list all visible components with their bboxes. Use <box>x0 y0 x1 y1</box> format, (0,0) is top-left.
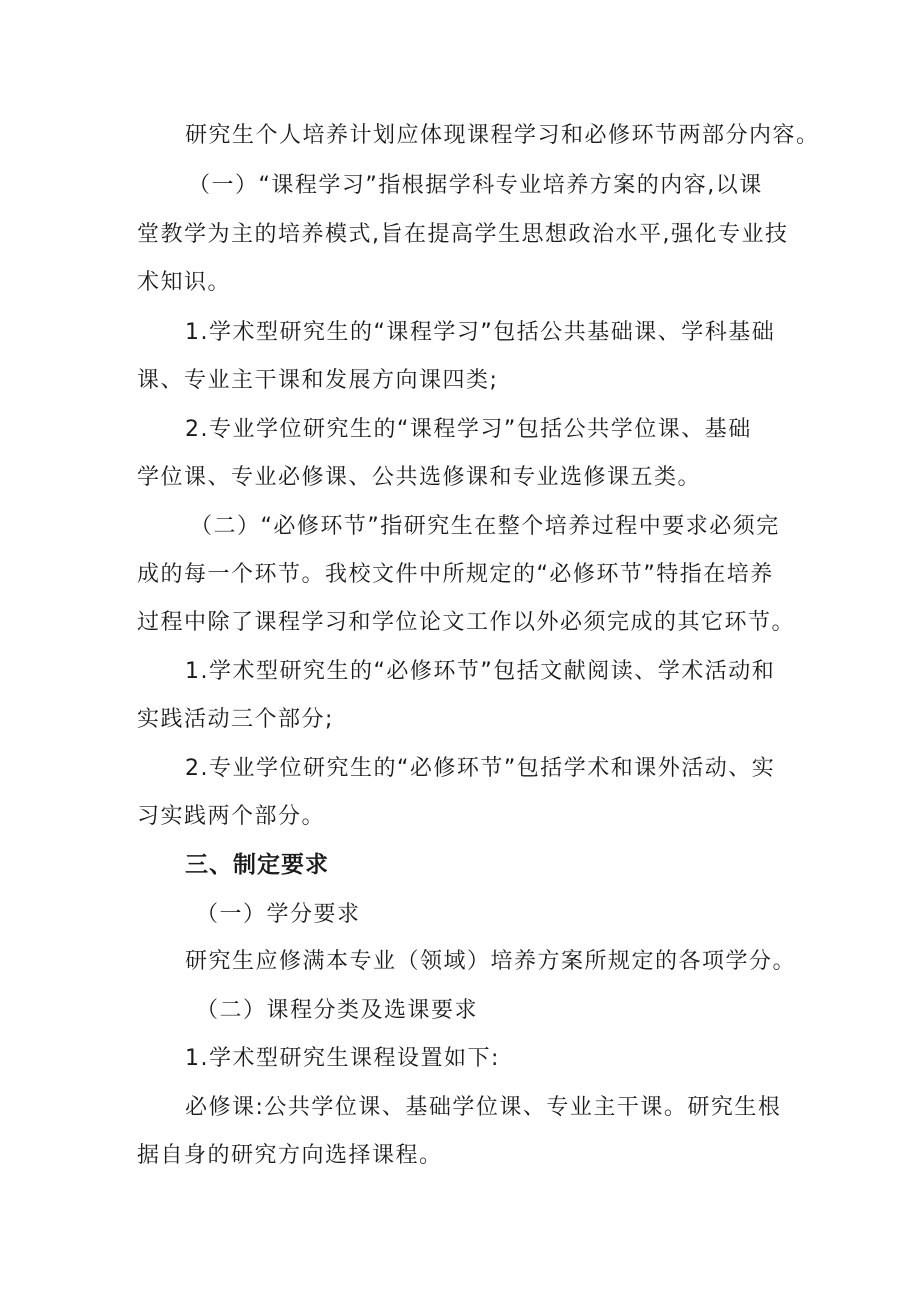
paragraph-course-study-line-2: 堂教学为主的培养模式,旨在提高学生思想政治水平,强化专业技 <box>137 222 789 247</box>
item-professional-course-line-1: 2.专业学位研究生的“课程学习”包括公共学位课、基础 <box>185 417 752 442</box>
paragraph-required-link-line-1: （二）“必修环节”指研究生在整个培养过程中要求必须完 <box>190 514 780 539</box>
item-academic-course-line-1: 1.学术型研究生的“课程学习”包括公共基础课、学科基础 <box>185 320 776 345</box>
paragraph-required-course-line-1: 必修课:公共学位课、基础学位课、专业主干课。研究生根 <box>185 1095 782 1120</box>
paragraph-intro: 研究生个人培养计划应体现课程学习和必修环节两部分内容。 <box>185 123 820 148</box>
paragraph-required-link-line-3: 过程中除了课程学习和学位论文工作以外必须完成的其它环节。 <box>137 610 796 635</box>
subheading-credit: （一）学分要求 <box>196 902 361 927</box>
item-academic-course-setup: 1.学术型研究生课程设置如下: <box>185 1046 500 1071</box>
section-heading: 三、制定要求 <box>185 852 329 878</box>
item-academic-course-line-2: 课、专业主干课和发展方向课四类; <box>137 368 499 393</box>
paragraph-course-study-line-1: （一）“课程学习”指根据学科专业培养方案的内容,以课 <box>188 173 763 198</box>
item-academic-link-line-2: 实践活动三个部分; <box>137 707 334 732</box>
paragraph-credit: 研究生应修满本专业（领域）培养方案所规定的各项学分。 <box>185 949 797 974</box>
subheading-course-category: （二）课程分类及选课要求 <box>196 998 479 1023</box>
item-professional-link-line-1: 2.专业学位研究生的“必修环节”包括学术和课外活动、实 <box>185 756 776 781</box>
item-professional-course-line-2: 学位课、专业必修课、公共选修课和专业选修课五类。 <box>137 465 702 490</box>
item-professional-link-line-2: 习实践两个部分。 <box>137 804 326 829</box>
item-academic-link-line-1: 1.学术型研究生的“必修环节”包括文献阅读、学术活动和 <box>185 659 776 684</box>
paragraph-required-link-line-2: 成的每一个环节。我校文件中所规定的“必修环节”特指在培养 <box>137 562 774 587</box>
paragraph-required-course-line-2: 据自身的研究方向选择课程。 <box>137 1143 443 1168</box>
paragraph-course-study-line-3: 术知识。 <box>137 270 232 295</box>
